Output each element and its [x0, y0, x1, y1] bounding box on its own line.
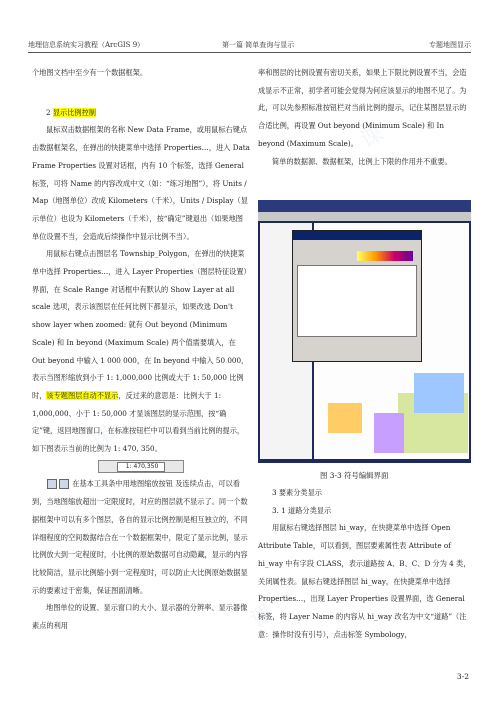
- left-column: [32, 64, 250, 635]
- figure-screenshot: [258, 200, 471, 463]
- watermark: 课: [56, 120, 88, 154]
- map-polygon: [374, 413, 404, 453]
- header-right: 专题地图显示: [429, 41, 471, 49]
- figure-caption: 图 3-3 符号编辑界面: [320, 471, 389, 480]
- section-number: 2: [46, 107, 53, 117]
- section-heading-2: [32, 104, 250, 122]
- right-column: [258, 64, 472, 170]
- paragraph: 用鼠标右键选择图层 hi_way，在快捷菜单中选择 Open Attribute Table，可以看到，图层要素属性表 Attribute of hi_way 中有字段 CLASS，表示道路按 A、B、C、D 分为 4 类，关闭属性表。鼠标右键选择图层 hi_way，在快捷菜单中选择 Properties…，出现 Layer Properties 设置界面，选 General 标签，将 Layer Name 的内容从 hi_way 改名为中文“道路”（注意：操作时没有引号），点击标签 Symbology，: [258, 523, 471, 639]
- paragraph: 率和图层的比例设置有密切关系，如果上下限比例设置不当，会造成显示不正常，初学者可能会觉得为何应该显示的地图不见了。为此，可以先参照标准按钮栏对当前比例的提示，记住某图层显示的合适比例，再设置 Out beyond (Minimum Scale) 和 In beyond (Maximum Scale)。: [258, 68, 467, 148]
- scale-toolbar-figure: [32, 458, 250, 476]
- map-polygon: [328, 403, 362, 433]
- watermark: 课: [86, 420, 118, 454]
- section-heading-3: 3 要素分类显示: [272, 488, 322, 497]
- paragraph: 个地图文档中至少有一个数据框架。: [32, 68, 148, 77]
- scale-box: 1: 470,350: [117, 462, 165, 472]
- zoom-in-icon: [47, 479, 57, 489]
- paragraph: [32, 475, 250, 599]
- paragraph: 地图单位的设置、显示窗口的大小、显示器的分辨率、显示器像素点的利用: [32, 603, 248, 631]
- watermark: 课: [356, 120, 388, 154]
- section-title: 显示比例控制: [52, 107, 96, 117]
- header-center: 第一篇 简单查询与显示: [222, 41, 295, 49]
- color-ramp: [357, 251, 413, 261]
- scale-toolbar-image: [98, 460, 184, 473]
- menubar: [258, 212, 471, 221]
- text-run: ，反过来的意思是：比例大于 1: 1,000,000、小于 1: 50,000 才显该图层的显示范围，按“确定”键，返回地图窗口，在标准按钮栏中可以看到当前比例的提示，如下图表示当前的比例为 1: 470, 350。: [32, 390, 245, 454]
- page-number: 3-2: [456, 672, 469, 681]
- highlighted-text: 该专题图层自动不显示: [46, 390, 119, 400]
- map-polygon: [414, 373, 464, 413]
- window-titlebar: [258, 200, 471, 212]
- right-column-lower: [258, 484, 472, 643]
- text-run: 在基本工具条中用地图缩放按钮 及连续点击，可以看到，当地图缩放超出一定限度时，对应的图层就不显示了。同一个数据框架中可以有多个图层，各自的显示比例控制是相互独立的，不同详细程度的空间数据结合在一个数据框架中，限定了显示比例，显示比例放大到一定程度时，小比例的原始数据可自动隐藏，显示的内容比较简洁，显示比例缩小到一定程度时，可以防止大比例原始数据显示的要素过于密集，保证图面清晰。: [32, 479, 248, 595]
- symbol-list: [297, 265, 417, 337]
- watermark: 课: [176, 260, 208, 294]
- watermark: 课: [246, 600, 278, 634]
- watermark: 课: [396, 560, 428, 594]
- text-run: 用鼠标右键点击图层名 Township_Polygon，在弹出的快捷菜单中选择 Properties…，进入 Layer Properties（图层特征设置）界面，在 Scale Range 对话框中有默认的 Show Layer at all scale 选项，表示该图层在任何比例下都显示，如果改选 Don't show layer when zoomed: 就有 Out beyond (Minimum Scale) 和 In beyond (Maximum Scale) 两个值需要填入，在 Out beyond 中输入 1 000 000，在 In beyond 中输入 50 000，表示当图形缩放到小于 1: 1,000,000 比例或大于 1: 50,000 比例时，: [32, 249, 249, 400]
- header-left: 地理信息系统实习教程（ArcGIS 9）: [28, 41, 145, 49]
- layer-properties-dialog: [292, 230, 422, 362]
- zoom-out-icon: [59, 479, 69, 489]
- paragraph: 鼠标双击数据框架的名称 New Data Frame，或用鼠标右键点击数据框架名，在弹出的快捷菜单中选择 Properties…，进入 Data Frame Properties 设置对话框，内有 10 个标签，选择 General 标签，可将 Name 的内容改成中文（如：“练习地图”），将 Units / Map（地图单位）改成 Kilometers（千米），Units / Display（显示单位）也设为 Kilometers（千米），按“确定”键退出（如果地图单位设置不当，会造成后续操作中显示比例不当）。: [32, 125, 250, 241]
- section-heading-3-1: 3. 1 道路分类显示: [272, 505, 332, 515]
- paragraph: [32, 245, 250, 457]
- header-rule: [28, 52, 471, 53]
- dialog-titlebar: [293, 231, 421, 240]
- paragraph: 简单的数据源、数据框架，比例上下限的作用并不重要。: [272, 156, 452, 166]
